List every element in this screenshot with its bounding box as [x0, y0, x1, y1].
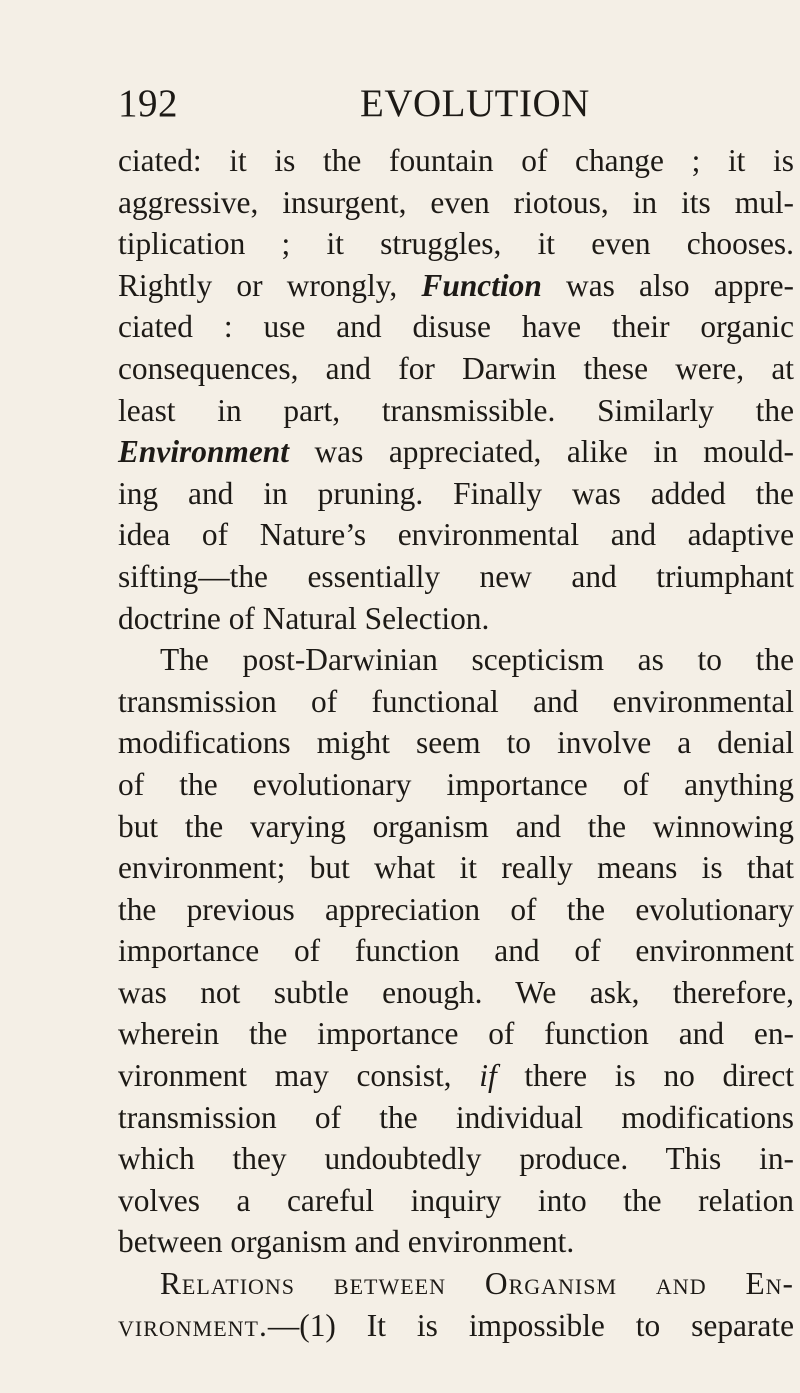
text-line: importance of function and of environment: [118, 933, 794, 969]
text-line: transmission of functional and environmental: [118, 683, 794, 719]
text-line: consequences, and for Darwin these were, at: [118, 350, 794, 386]
text-fragment: —(1) It is impossible to separate: [267, 1307, 794, 1343]
text-line: ciated: it is the fountain of change ; it is: [118, 143, 794, 178]
body-text: [118, 140, 794, 1346]
chapter-title: EVOLUTION: [360, 82, 590, 125]
text-fragment: was also appre-: [566, 267, 794, 303]
text-line: [118, 265, 794, 307]
text-line: volves a careful inquiry into the relation: [118, 1182, 794, 1218]
text-line: sifting—the essentially new and triumphant: [118, 558, 794, 594]
text-line: environment; but what it really means is that: [118, 850, 794, 886]
text-line: [118, 1305, 794, 1347]
emphasis-if: if: [479, 1058, 497, 1094]
text-line: [118, 1055, 794, 1097]
text-line: of the evolutionary importance of anything: [118, 766, 794, 802]
emphasis-environment: Environment: [118, 434, 289, 470]
text-line: [118, 431, 794, 473]
text-line: but the varying organism and the winnowing: [118, 808, 794, 844]
text-fragment: vironment may consist,: [118, 1058, 452, 1094]
section-heading-cont: vironment.: [118, 1307, 268, 1343]
text-line: transmission of the individual modifications: [118, 1099, 794, 1135]
text-line: idea of Nature’s environmental and adaptive: [118, 517, 794, 553]
text-line: modifications might seem to involve a denial: [118, 725, 794, 761]
text-line: was not subtle enough. We ask, therefore,: [118, 974, 794, 1010]
text-line: The post-Darwinian scepticism as to the: [160, 642, 794, 678]
emphasis-function: Function: [421, 267, 542, 303]
text-line: wherein the importance of function and en-: [118, 1016, 794, 1052]
text-line: ing and in pruning. Finally was added the: [118, 475, 794, 511]
text-line: aggressive, insurgent, even riotous, in its mul-: [118, 184, 794, 220]
text-line: least in part, transmissible. Similarly the: [118, 392, 794, 428]
text-line: doctrine of Natural Selection.: [118, 600, 490, 636]
page-number: 192: [118, 82, 178, 125]
text-line: which they undoubtedly produce. This in-: [118, 1141, 794, 1177]
text-line: between organism and environment.: [118, 1224, 575, 1260]
text-line: ciated : use and disuse have their organic: [118, 309, 794, 345]
running-head: [118, 82, 718, 126]
text-fragment: there is no direct: [524, 1058, 794, 1094]
text-line: tiplication ; it struggles, it even chooses.: [118, 226, 794, 262]
section-heading: Relations between Organism and En-: [160, 1266, 794, 1302]
text-fragment: Rightly or wrongly,: [118, 267, 398, 303]
text-line: the previous appreciation of the evolutionary: [118, 891, 794, 927]
text-fragment: was appreciated, alike in mould-: [314, 434, 794, 470]
